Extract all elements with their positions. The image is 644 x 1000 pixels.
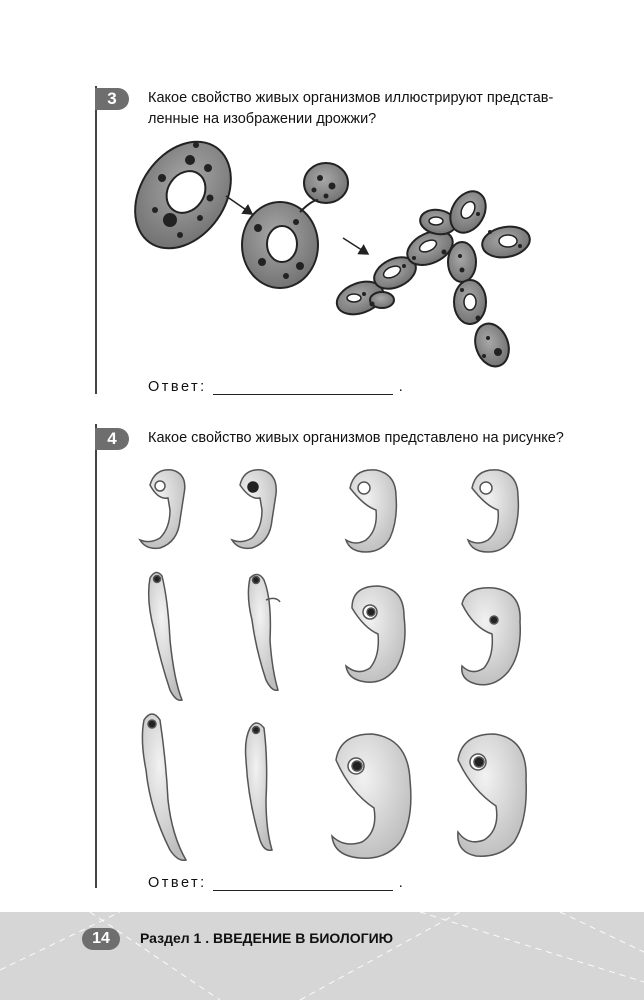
embryo-1-3 <box>346 470 396 552</box>
question-3-text-line-1: Какое свойство живых организмов иллюстрируют представ- <box>148 90 554 106</box>
embryo-3-4 <box>458 734 526 856</box>
question-4-answer-end: . <box>398 875 406 891</box>
question-3-answer-label: Ответ: <box>148 379 207 395</box>
page-number: 14 <box>82 928 120 950</box>
question-4-text: Какое свойство живых организмов представлено на рисунке? <box>148 430 564 446</box>
embryo-3-2 <box>246 723 273 850</box>
embryo-row-3 <box>142 714 526 860</box>
footer-pattern <box>0 912 644 1000</box>
question-3-answer-end: . <box>398 379 406 395</box>
section-title: Раздел 1 . ВВЕДЕНИЕ В БИОЛОГИЮ <box>140 930 394 946</box>
embryo-1-4 <box>468 470 518 552</box>
question-4-answer-row <box>148 875 405 891</box>
embryo-1-2 <box>232 470 276 549</box>
question-4-answer-field[interactable] <box>213 876 393 891</box>
embryo-2-2 <box>248 574 280 690</box>
embryo-3-3 <box>332 734 411 858</box>
embryo-2-4 <box>462 588 520 685</box>
page-footer <box>0 912 644 1000</box>
question-4-answer-label: Ответ: <box>148 875 207 891</box>
embryo-1-1 <box>140 470 185 549</box>
embryo-2-1 <box>149 572 182 700</box>
embryo-row-2 <box>149 572 521 700</box>
embryo-2-3 <box>346 586 405 682</box>
question-3-number: 3 <box>95 88 129 110</box>
question-3-text-line-2: ленные на изображении дрожжи? <box>148 111 377 127</box>
question-4-number: 4 <box>95 428 129 450</box>
embryo-row-1 <box>140 470 518 552</box>
embryo-3-1 <box>142 714 186 860</box>
